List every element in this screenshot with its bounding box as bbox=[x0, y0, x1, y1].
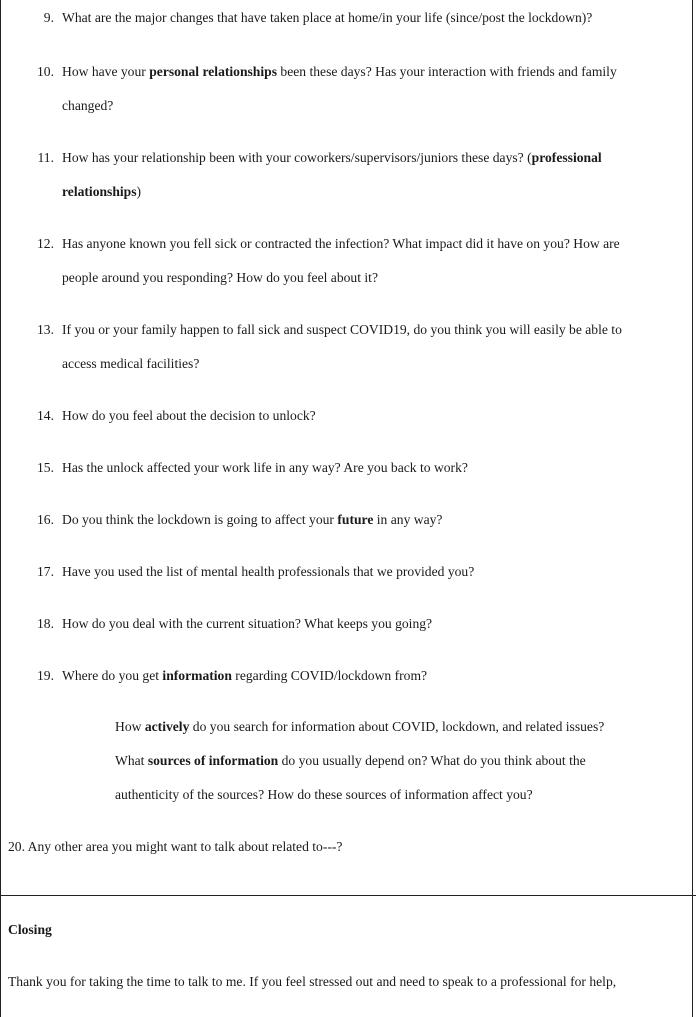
question-number: 14. bbox=[37, 408, 54, 423]
question-text: How do you feel about the decision to unlock? bbox=[62, 408, 316, 423]
question-number: 13. bbox=[37, 322, 54, 337]
question-number: 9. bbox=[43, 10, 54, 25]
subquestion-line bbox=[115, 753, 586, 769]
section-divider bbox=[0, 895, 696, 896]
question-line bbox=[62, 322, 622, 338]
question-line bbox=[62, 236, 620, 252]
question-text: How has your relationship been with your coworkers/supervisors/juniors these days? ( bbox=[62, 150, 532, 165]
closing-heading: Closing bbox=[8, 922, 52, 937]
question-text: ) bbox=[136, 184, 142, 199]
emphasis-text: sources of information bbox=[147, 753, 279, 768]
emphasis-text: relationships bbox=[62, 184, 137, 199]
emphasis-text: information bbox=[162, 668, 232, 683]
question-text: in any way? bbox=[373, 512, 443, 527]
question-text: How bbox=[115, 719, 145, 734]
question-line bbox=[62, 150, 602, 166]
question-number: 17. bbox=[37, 564, 54, 579]
emphasis-text: professional bbox=[531, 150, 602, 165]
question-line bbox=[62, 512, 442, 528]
subquestion-line bbox=[115, 719, 604, 735]
question-text: If you or your family happen to fall sick and suspect COVID19, do you think you will easily be able to bbox=[62, 322, 622, 337]
subquestion-line bbox=[115, 787, 533, 803]
question-number: 15. bbox=[37, 460, 54, 475]
question-line bbox=[62, 356, 199, 372]
question-text: authenticity of the sources? How do these sources of information affect you? bbox=[115, 787, 533, 802]
question-number: 18. bbox=[37, 616, 54, 631]
question-text: How do you deal with the current situation? What keeps you going? bbox=[62, 616, 433, 631]
question-line bbox=[62, 10, 592, 26]
question-text: been these days? Has your interaction with friends and family bbox=[277, 64, 617, 79]
question-number: 11. bbox=[37, 150, 54, 165]
question-line bbox=[62, 98, 113, 114]
question-text: people around you responding? How do you feel about it? bbox=[62, 270, 378, 285]
question-text: What bbox=[115, 753, 148, 768]
question-text: access medical facilities? bbox=[62, 356, 200, 371]
question-number: 12. bbox=[37, 236, 54, 251]
question-line bbox=[62, 64, 617, 80]
question-text: changed? bbox=[62, 98, 114, 113]
question-line bbox=[62, 668, 427, 684]
question-text: What are the major changes that have taken place at home/in your life (since/post the lockdown)? bbox=[62, 10, 593, 25]
question-line bbox=[62, 408, 316, 424]
question-text: Has anyone known you fell sick or contracted the infection? What impact did it have on you? How are bbox=[62, 236, 620, 251]
question-line bbox=[62, 460, 468, 476]
question-text: Has the unlock affected your work life in any way? Are you back to work? bbox=[62, 460, 468, 475]
question-line bbox=[62, 616, 432, 632]
emphasis-text: future bbox=[337, 512, 374, 527]
emphasis-text: actively bbox=[144, 719, 190, 734]
question-text: do you search for information about COVID, lockdown, and related issues? bbox=[189, 719, 605, 734]
question-text: Where do you get bbox=[62, 668, 163, 683]
emphasis-text: personal relationships bbox=[149, 64, 277, 79]
question-text: regarding COVID/lockdown from? bbox=[231, 668, 428, 683]
question-number: 10. bbox=[37, 64, 54, 79]
question-20: 20. Any other area you might want to talk about related to---? bbox=[8, 839, 343, 854]
question-line bbox=[62, 184, 141, 200]
question-text: Do you think the lockdown is going to affect your bbox=[62, 512, 338, 527]
question-number: 16. bbox=[37, 512, 54, 527]
question-text: Have you used the list of mental health professionals that we provided you? bbox=[62, 564, 475, 579]
question-number: 19. bbox=[37, 668, 54, 683]
question-line bbox=[62, 564, 474, 580]
question-text: do you usually depend on? What do you think about the bbox=[278, 753, 586, 768]
closing-text: Thank you for taking the time to talk to me. If you feel stressed out and need to speak to a professional for help, bbox=[8, 974, 617, 989]
question-line bbox=[62, 270, 378, 286]
question-text: How have your bbox=[62, 64, 150, 79]
